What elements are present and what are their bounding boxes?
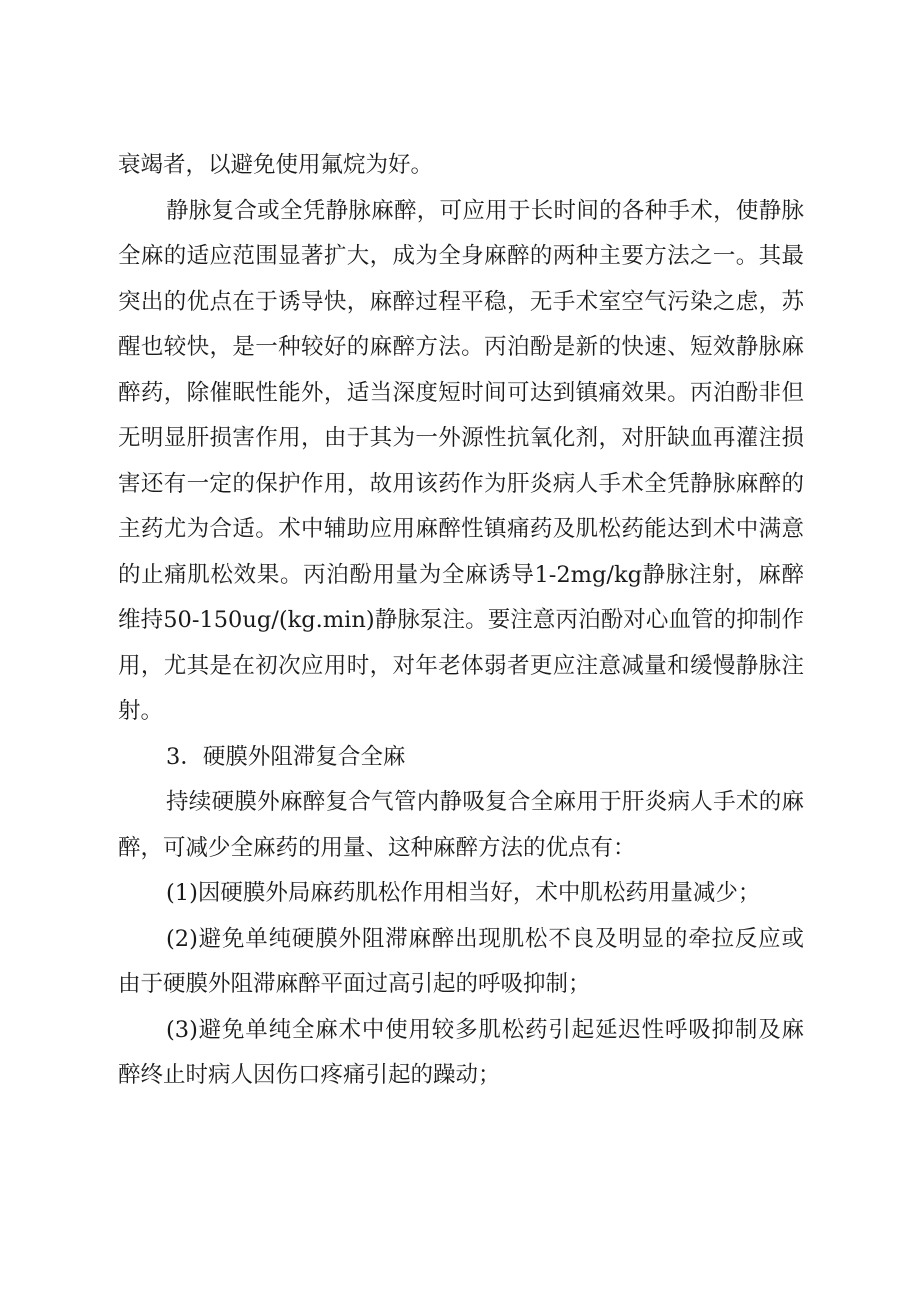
document-body: [118, 143, 804, 1099]
list-item-3: (3)避免单纯全麻术中使用较多肌松药引起延迟性呼吸抑制及麻醉终止时病人因伤口疼痛引起的躁动；: [118, 1016, 804, 1088]
list-item-2: (2)避免单纯硬膜外阻滞麻醉出现肌松不良及明显的牵拉反应或由于硬膜外阻滞麻醉平面过高引起的呼吸抑制；: [118, 925, 804, 997]
section-heading: 3．硬膜外阻滞复合全麻: [166, 743, 406, 770]
paragraph-epidural-combined: 持续硬膜外麻醉复合气管内静吸复合全麻用于肝炎病人手术的麻醉，可减少全麻药的用量、这种麻醉方法的优点有：: [118, 789, 804, 861]
paragraph-continuation: 衰竭者，以避免使用氟烷为好。: [118, 152, 434, 178]
list-item-1: (1)因硬膜外局麻药肌松作用相当好，术中肌松药用量减少；: [166, 880, 761, 906]
paragraph-intravenous-anesthesia: 静脉复合或全凭静脉麻醉，可应用于长时间的各种手术，使静脉全麻的适应范围显著扩大，成为全身麻醉的两种主要方法之一。其最突出的优点在于诱导快，麻醉过程平稳，无手术室空气污染之虑，苏醒也较快，是一种较好的麻醉方法。丙泊酚是新的快速、短效静脉麻醉药，除催眠性能外，适当深度短时间可达到镇痛效果。丙泊酚非但无明显肝损害作用，由于其为一外源性抗氧化剂，对肝缺血再灌注损害还有一定的保护作用，故用该药作为肝炎病人手术全凭静脉麻醉的主药尤为合适。术中辅助应用麻醉性镇痛药及肌松药能达到术中满意的止痛肌松效果。丙泊酚用量为全麻诱导1-2mg/kg静脉注射，麻醉维持50-150ug/(kg.min)静脉泵注。要注意丙泊酚对心血管的抑制作用，尤其是在初次应用时，对年老体弱者更应注意减量和缓慢静脉注射。: [118, 197, 804, 724]
